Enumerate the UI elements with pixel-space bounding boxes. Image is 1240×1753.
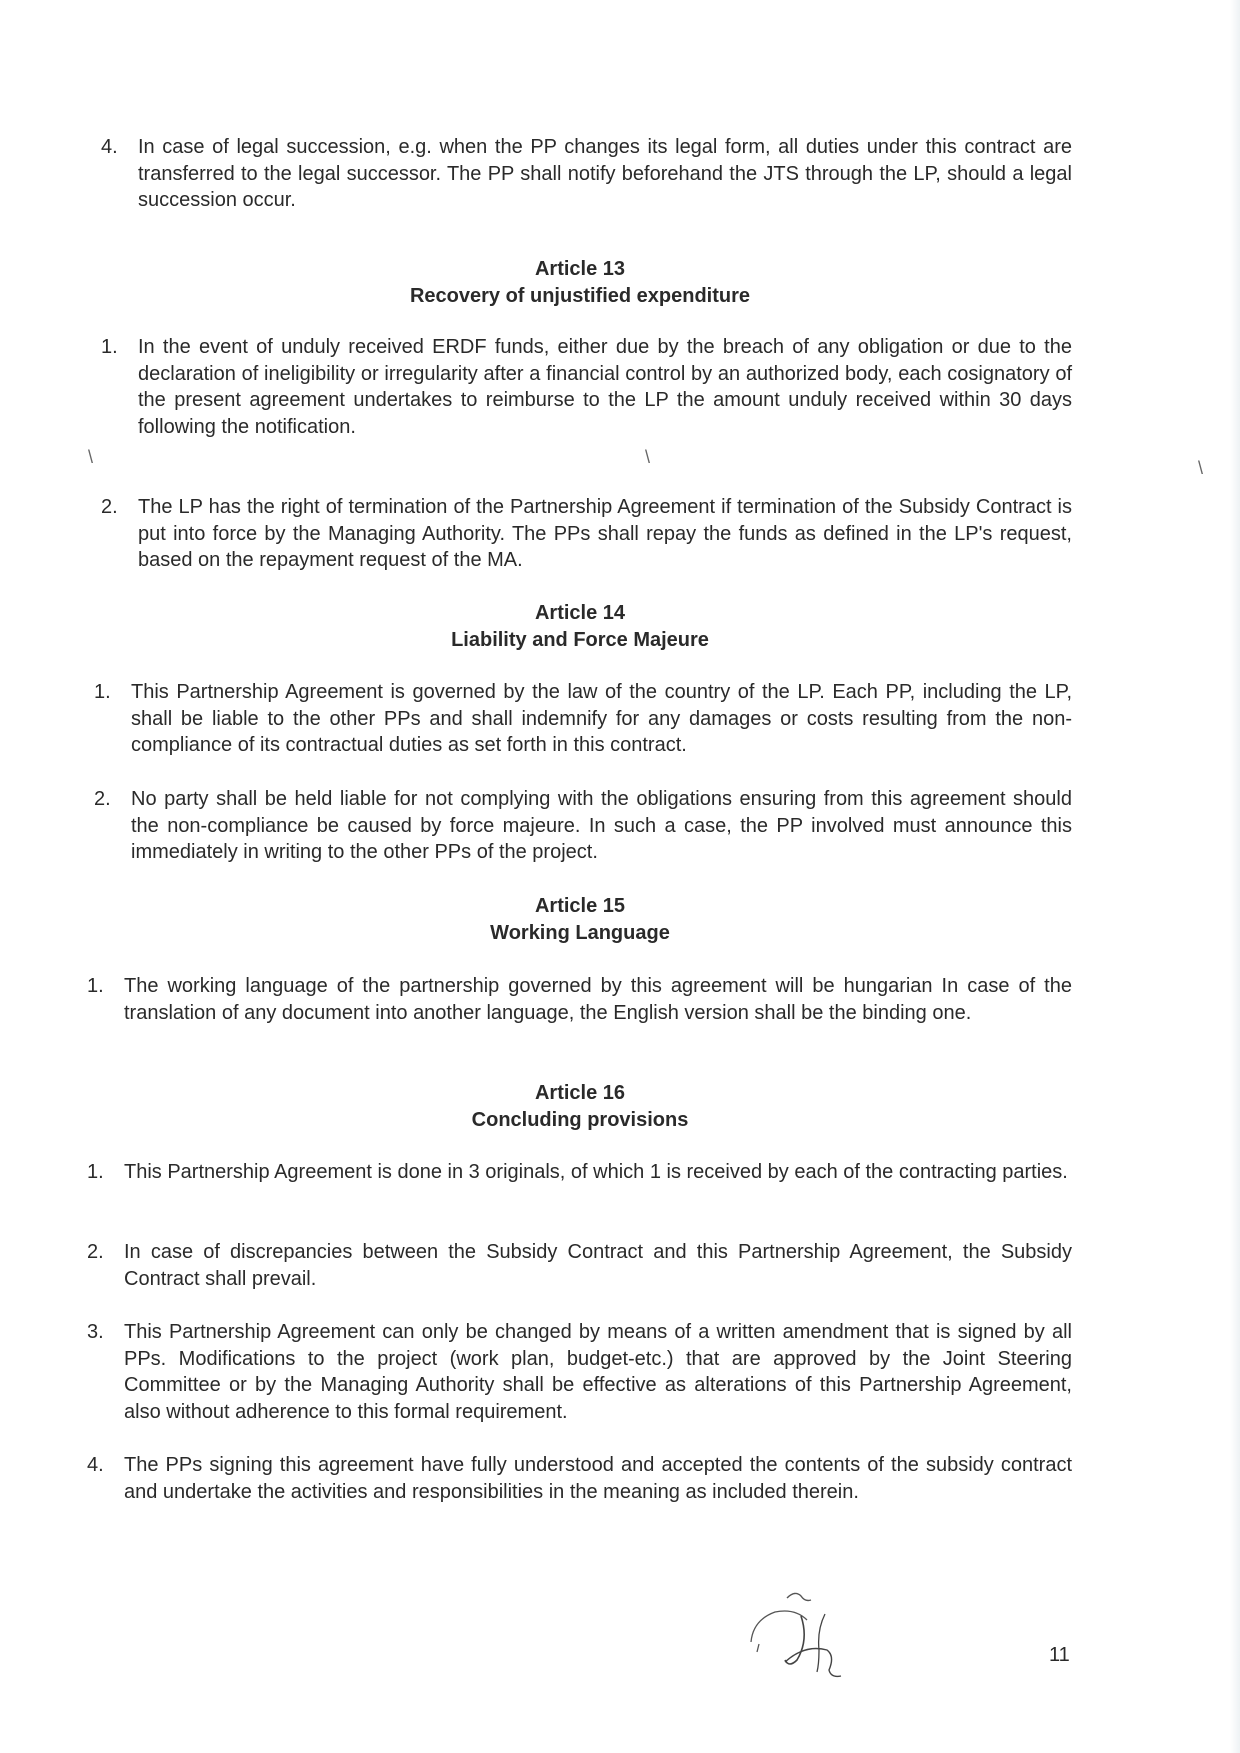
scan-mark: \ xyxy=(645,447,651,467)
article-title: Recovery of unjustified expenditure xyxy=(409,285,751,307)
list-item xyxy=(101,494,1072,574)
scan-mark: \ xyxy=(1198,458,1204,478)
list-item xyxy=(94,786,1072,866)
article-label: Article 13 xyxy=(534,258,626,280)
scan-mark: \ xyxy=(88,447,94,467)
signature-icon xyxy=(745,1590,865,1680)
list-item xyxy=(101,334,1072,440)
list-item xyxy=(101,134,1072,214)
item-text: This Partnership Agreement is governed by the law of the country of the LP. Each PP, including the LP, shall be liable to the other PPs and shall indemnify for any damages or costs resulting from the non-compliance of its contractual duties as set forth in this contract. xyxy=(131,681,1072,756)
page-number: 11 xyxy=(1049,1644,1070,1666)
item-text: No party shall be held liable for not complying with the obligations ensuring from this agreement should the non-compliance be caused by force majeure. In such a case, the PP involved must announce this immediately in writing to the other PPs of the project. xyxy=(131,788,1072,863)
scan-edge xyxy=(1230,0,1240,1753)
item-number: 1. xyxy=(87,1161,104,1183)
item-text: This Partnership Agreement is done in 3 originals, of which 1 is received by each of the contracting parties. xyxy=(124,1161,1068,1183)
list-item xyxy=(87,1319,1072,1425)
list-item xyxy=(87,1239,1072,1292)
item-text: The working language of the partnership governed by this agreement will be hungarian In case of the translation of any document into another language, the English version shall be the binding one. xyxy=(124,975,1072,1024)
article-label: Article 15 xyxy=(534,895,626,917)
item-number: 2. xyxy=(87,1241,104,1263)
faded-stamp xyxy=(960,1595,1110,1665)
item-number: 4. xyxy=(101,136,118,158)
list-item xyxy=(87,1159,1072,1186)
item-number: 1. xyxy=(87,975,104,997)
item-text: In the event of unduly received ERDF funds, either due by the breach of any obligation or due to the declaration of ineligibility or irregularity after a financial control by an authorized body, each cosignatory of the present agreement undertakes to reimburse to the LP the amount unduly received within 30 days following the notification. xyxy=(138,336,1072,438)
article-label: Article 14 xyxy=(534,602,626,624)
article-title: Working Language xyxy=(490,922,670,944)
item-text: The PPs signing this agreement have fully understood and accepted the contents of the subsidy contract and undertake the activities and responsibilities in the meaning as included therein. xyxy=(124,1454,1072,1503)
item-text: In case of legal succession, e.g. when the PP changes its legal form, all duties under this contract are transferred to the legal successor. The PP shall notify beforehand the JTS through the LP, should a legal succession occur. xyxy=(138,136,1072,211)
article-title: Concluding provisions xyxy=(471,1109,689,1131)
item-number: 3. xyxy=(87,1321,104,1343)
article-title: Liability and Force Majeure xyxy=(451,629,709,651)
item-text: In case of discrepancies between the Subsidy Contract and this Partnership Agreement, the Subsidy Contract shall prevail. xyxy=(124,1241,1072,1290)
list-item xyxy=(87,973,1072,1026)
item-number: 2. xyxy=(101,496,118,518)
item-number: 2. xyxy=(94,788,111,810)
item-number: 1. xyxy=(94,681,111,703)
item-number: 4. xyxy=(87,1454,104,1476)
article-label: Article 16 xyxy=(534,1082,626,1104)
list-item xyxy=(87,1452,1072,1505)
list-item xyxy=(94,679,1072,759)
item-text: This Partnership Agreement can only be changed by means of a written amendment that is signed by all PPs. Modifications to the project (work plan, budget-etc.) that are approved by the Joint Steering Committee or by the Managing Authority shall be effective as alterations of this Partnership Agreement, also without adherence to this formal requirement. xyxy=(124,1321,1072,1423)
item-number: 1. xyxy=(101,336,118,358)
item-text: The LP has the right of termination of the Partnership Agreement if termination of the Subsidy Contract is put into force by the Managing Authority. The PPs shall repay the funds as defined in the LP's request, based on the repayment request of the MA. xyxy=(138,496,1072,571)
